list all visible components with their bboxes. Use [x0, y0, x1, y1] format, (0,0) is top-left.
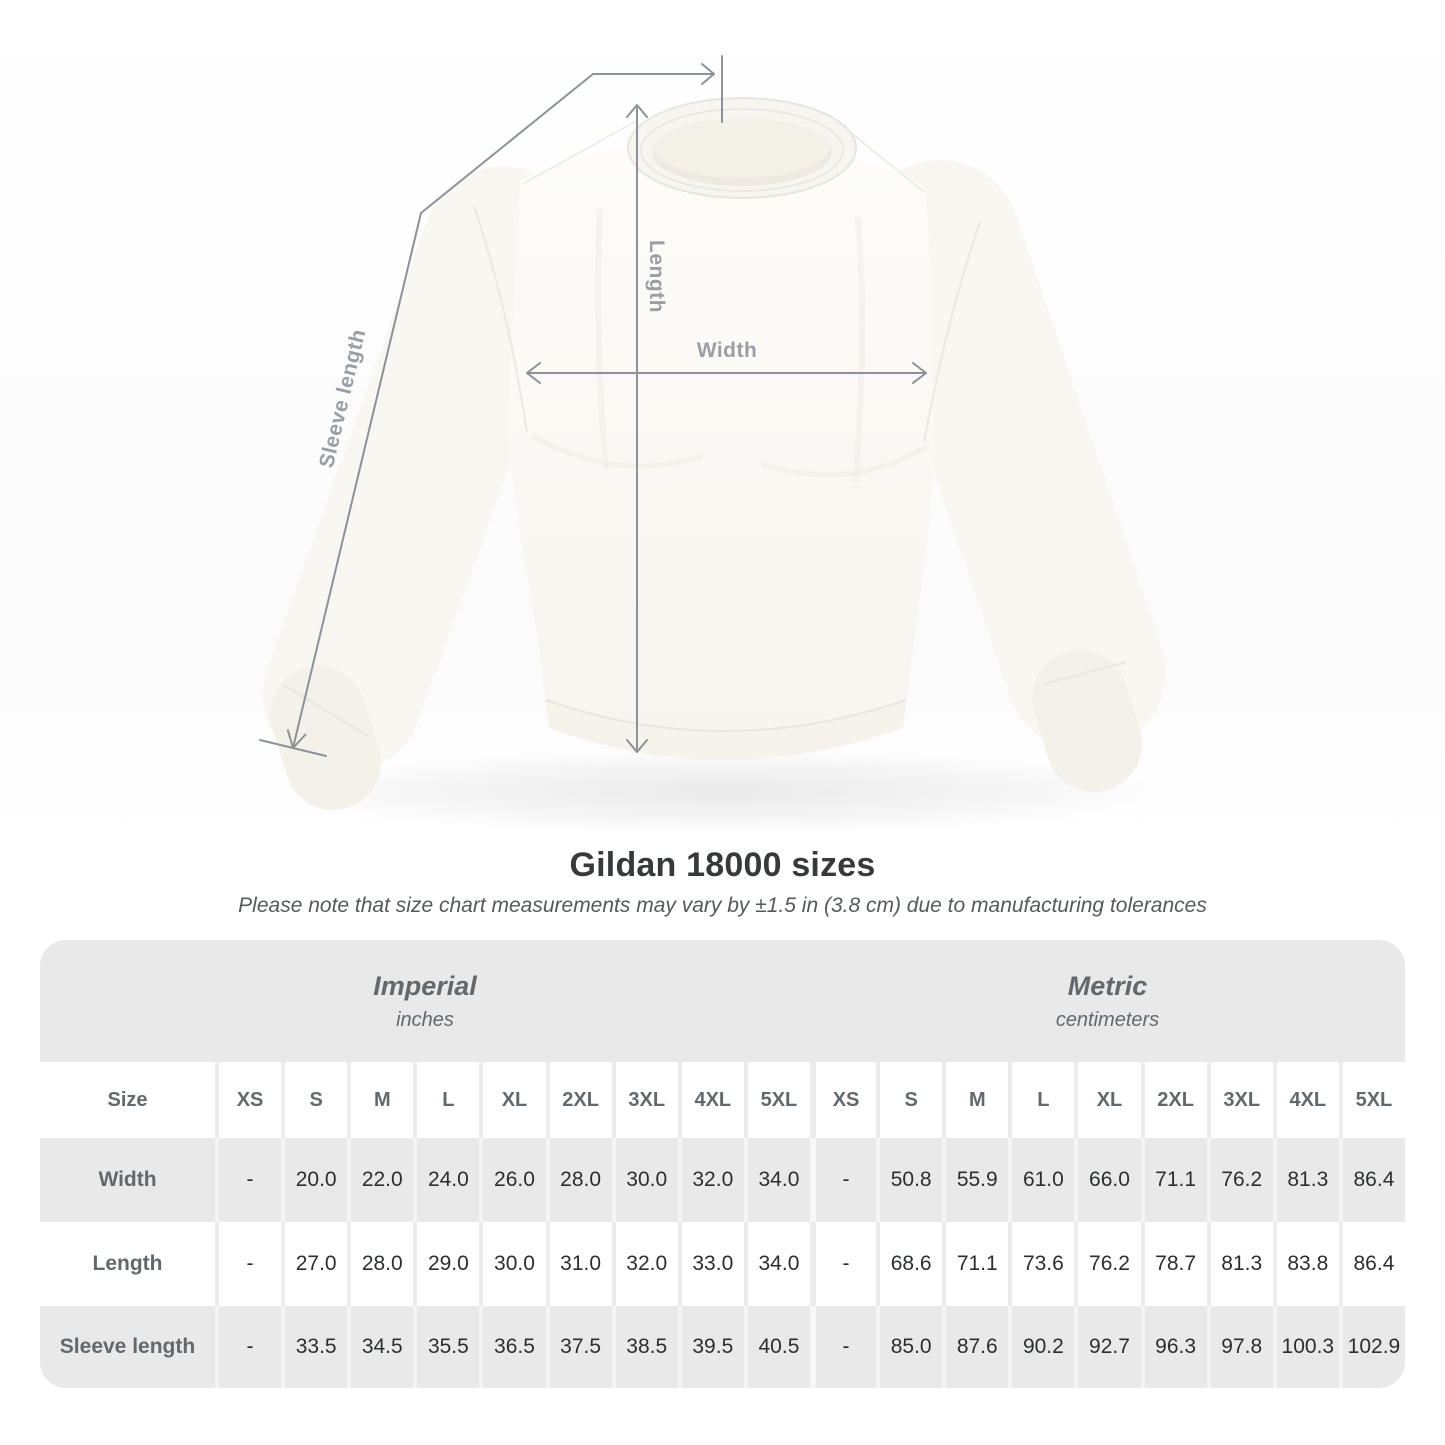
- size-header-cell: [413, 1062, 479, 1138]
- measurement-value-cell: [546, 1222, 612, 1306]
- measurement-value-cell: [876, 1306, 942, 1388]
- size-header-cell-text: 2XL: [562, 1088, 599, 1111]
- measurement-value-cell-text: 76.2: [1221, 1168, 1263, 1191]
- page-subtitle: Please note that size chart measurements may vary by ±1.5 in (3.8 cm) due to manufacturing tolerances: [238, 894, 1207, 917]
- measurement-value-cell: [612, 1138, 678, 1222]
- size-header-cell: [612, 1062, 678, 1138]
- measurement-value-cell: [1207, 1222, 1273, 1306]
- measurement-value-cell-text: 35.5: [427, 1335, 469, 1358]
- measurement-value-cell-text: 71.1: [1155, 1168, 1197, 1191]
- measurement-value-cell-text: 76.2: [1089, 1252, 1130, 1275]
- measurement-value-cell: [281, 1306, 347, 1388]
- size-header-cell-text: 5XL: [760, 1088, 798, 1111]
- size-header-cell: [744, 1062, 810, 1138]
- size-header-cell: [1074, 1062, 1140, 1138]
- measurement-value-cell: [1008, 1222, 1074, 1306]
- size-header-cell: [678, 1062, 744, 1138]
- size-header-cell: [876, 1062, 942, 1138]
- measurement-value-cell-text: 102.9: [1347, 1335, 1401, 1358]
- measurement-value-cell: [1141, 1222, 1207, 1306]
- measurement-value-cell: [678, 1138, 744, 1222]
- measurement-value-cell: [942, 1138, 1008, 1222]
- measurement-value-cell-text: 66.0: [1089, 1168, 1130, 1191]
- measurement-value-cell: [1141, 1138, 1207, 1222]
- size-header-cell-text: 3XL: [1223, 1088, 1261, 1111]
- measurement-value-cell-text: -: [246, 1168, 254, 1191]
- measurement-value-cell: [413, 1138, 479, 1222]
- size-header-cell-text: 3XL: [628, 1088, 666, 1111]
- measurement-value-cell-text: 100.3: [1281, 1335, 1335, 1358]
- measurement-value-cell: [1339, 1222, 1405, 1306]
- measurement-value-cell: [744, 1138, 810, 1222]
- measurement-value-cell-text: 34.0: [758, 1252, 800, 1275]
- garment-shadow: [277, 750, 1167, 834]
- size-header-cell-text: M: [968, 1088, 986, 1111]
- measurement-value-cell: [1207, 1306, 1273, 1388]
- size-header-cell: [1008, 1062, 1074, 1138]
- measurement-value-cell-text: 37.5: [560, 1335, 602, 1358]
- size-header-cell-text: 4XL: [694, 1088, 732, 1111]
- measurement-value-cell: [678, 1222, 744, 1306]
- measurement-value-cell-text: 38.5: [626, 1335, 668, 1358]
- measurement-value-cell-text: 96.3: [1155, 1335, 1197, 1358]
- size-header-cell: [810, 1062, 876, 1138]
- sleeve-length-label: Sleeve length: [314, 326, 371, 471]
- measurement-value-cell-text: 32.0: [626, 1252, 668, 1275]
- measurement-value-cell: [1074, 1138, 1140, 1222]
- imperial-group-unit: inches: [396, 1008, 454, 1031]
- measurement-value-cell-text: 71.1: [956, 1252, 998, 1275]
- measurement-value-cell-text: 73.6: [1022, 1252, 1064, 1275]
- measurement-value-cell-text: 27.0: [295, 1252, 337, 1275]
- measurement-value-cell-text: 40.5: [758, 1335, 800, 1358]
- measurement-value-cell: [1339, 1138, 1405, 1222]
- size-header-cell: [942, 1062, 1008, 1138]
- size-header-cell: [1207, 1062, 1273, 1138]
- measurement-value-cell: [479, 1222, 545, 1306]
- measurement-value-cell-text: 29.0: [427, 1252, 469, 1275]
- measurement-value-cell: [612, 1306, 678, 1388]
- measurement-value-cell-text: 28.0: [361, 1252, 403, 1275]
- measurement-row-label-text: Width: [98, 1168, 157, 1191]
- size-col-header: [40, 1062, 215, 1138]
- measurement-value-cell-text: 78.7: [1155, 1252, 1197, 1275]
- size-header-cell: [1273, 1062, 1339, 1138]
- measurement-value-cell-text: -: [842, 1252, 850, 1275]
- size-header-cell-text: S: [904, 1088, 918, 1111]
- size-header-cell-text: M: [373, 1088, 391, 1111]
- measurement-value-cell: [876, 1222, 942, 1306]
- measurement-value-cell-text: 81.3: [1287, 1168, 1329, 1191]
- measurement-value-cell: [1074, 1306, 1140, 1388]
- measurement-value-cell: [942, 1306, 1008, 1388]
- measurement-value-cell-text: 92.7: [1089, 1335, 1130, 1358]
- measurement-value-cell-text: 33.5: [295, 1335, 337, 1358]
- measurement-value-cell-text: 24.0: [427, 1168, 469, 1191]
- measurement-value-cell-text: 32.0: [692, 1168, 734, 1191]
- size-header-cell: [347, 1062, 413, 1138]
- measurement-value-cell-text: 55.9: [956, 1168, 998, 1191]
- measurement-value-cell: [1273, 1222, 1339, 1306]
- size-header-cell-text: XS: [832, 1088, 860, 1111]
- metric-group-name: Metric: [1067, 970, 1148, 1001]
- measurement-value-cell-text: 68.6: [890, 1252, 932, 1275]
- measurement-value-cell-text: 22.0: [361, 1168, 403, 1191]
- measurement-value-cell: [1008, 1306, 1074, 1388]
- measurement-value-cell: [347, 1138, 413, 1222]
- measurement-value-cell-text: 61.0: [1022, 1168, 1064, 1191]
- measurement-value-cell: [810, 1138, 876, 1222]
- measurement-value-cell: [1207, 1138, 1273, 1222]
- measurement-value-cell: [1008, 1138, 1074, 1222]
- measurement-value-cell: [876, 1138, 942, 1222]
- heading-section: [0, 846, 1445, 918]
- measurement-value-cell-text: 33.0: [692, 1252, 734, 1275]
- measurement-value-cell-text: 34.5: [361, 1335, 403, 1358]
- measurement-value-cell: [546, 1138, 612, 1222]
- size-header-cell: [1141, 1062, 1207, 1138]
- measurement-value-cell-text: 87.6: [956, 1335, 998, 1358]
- measurement-value-cell: [215, 1222, 281, 1306]
- measurement-value-cell: [744, 1306, 810, 1388]
- measurement-value-cell-text: 28.0: [560, 1168, 602, 1191]
- size-table: [40, 940, 1405, 1388]
- size-header-cell-text: L: [1037, 1088, 1050, 1111]
- size-header-cell-text: 4XL: [1289, 1088, 1327, 1111]
- measurement-value-cell-text: -: [842, 1168, 850, 1191]
- measurement-value-cell: [1141, 1306, 1207, 1388]
- measurement-value-cell: [281, 1138, 347, 1222]
- measurement-value-cell: [1273, 1306, 1339, 1388]
- measurement-value-cell-text: 83.8: [1287, 1252, 1329, 1275]
- size-header-cell: [546, 1062, 612, 1138]
- measurement-row-label: [40, 1222, 215, 1306]
- length-label: Length: [645, 240, 668, 313]
- size-header-cell-text: 2XL: [1157, 1088, 1194, 1111]
- measurement-value-cell-text: 97.8: [1221, 1335, 1263, 1358]
- measurement-value-cell: [347, 1222, 413, 1306]
- measurement-value-cell: [479, 1306, 545, 1388]
- measurement-value-cell-text: 34.0: [758, 1168, 800, 1191]
- measurement-value-cell-text: 30.0: [626, 1168, 668, 1191]
- size-table-section: [40, 940, 1405, 1388]
- measurement-value-cell: [215, 1306, 281, 1388]
- measurement-value-cell: [413, 1222, 479, 1306]
- width-label: Width: [696, 339, 758, 362]
- measurement-value-cell: [810, 1222, 876, 1306]
- measurement-value-cell: [479, 1138, 545, 1222]
- measurement-value-cell: [612, 1222, 678, 1306]
- measurement-value-cell: [347, 1306, 413, 1388]
- size-header-cell: [215, 1062, 281, 1138]
- measurement-row-label: [40, 1306, 215, 1388]
- measurement-value-cell: [942, 1222, 1008, 1306]
- imperial-group-header: [40, 940, 810, 1062]
- measurement-value-cell: [810, 1306, 876, 1388]
- size-header-cell-text: 5XL: [1355, 1088, 1393, 1111]
- size-header-cell-text: L: [442, 1088, 455, 1111]
- size-header-cell-text: XL: [501, 1088, 528, 1111]
- measurement-value-cell-text: 86.4: [1353, 1168, 1395, 1191]
- measurement-value-cell-text: 90.2: [1022, 1335, 1064, 1358]
- measurement-value-cell: [215, 1138, 281, 1222]
- measurement-value-cell: [1273, 1138, 1339, 1222]
- size-header-cell: [1339, 1062, 1405, 1138]
- metric-group-header: [810, 940, 1405, 1062]
- measurement-value-cell-text: 86.4: [1353, 1252, 1395, 1275]
- measurement-value-cell: [281, 1222, 347, 1306]
- imperial-group-name: Imperial: [373, 970, 477, 1001]
- measurement-row-label-text: Sleeve length: [59, 1335, 196, 1358]
- size-header-cell-text: XS: [236, 1088, 264, 1111]
- measurement-value-cell-text: 36.5: [494, 1335, 535, 1358]
- size-header-cell-text: XL: [1096, 1088, 1123, 1111]
- size-header-cell: [281, 1062, 347, 1138]
- measurement-value-cell-text: -: [842, 1335, 850, 1358]
- page-title: Gildan 18000 sizes: [569, 846, 876, 884]
- size-header-cell-text: S: [309, 1088, 323, 1111]
- measurement-row-label-text: Length: [92, 1252, 163, 1275]
- measurement-row-label: [40, 1138, 215, 1222]
- measurement-value-cell-text: 26.0: [494, 1168, 535, 1191]
- measurement-value-cell: [1339, 1306, 1405, 1388]
- measurement-value-cell: [1074, 1222, 1140, 1306]
- measurement-value-cell-text: 31.0: [560, 1252, 602, 1275]
- measurement-value-cell-text: 20.0: [295, 1168, 337, 1191]
- measurement-value-cell: [744, 1222, 810, 1306]
- measurement-value-cell-text: 85.0: [890, 1335, 932, 1358]
- measurement-value-cell-text: 81.3: [1221, 1252, 1263, 1275]
- measurement-value-cell: [413, 1306, 479, 1388]
- metric-group-unit: centimeters: [1055, 1008, 1160, 1031]
- measurement-value-cell-text: 39.5: [692, 1335, 734, 1358]
- measurement-value-cell: [678, 1306, 744, 1388]
- measurement-value-cell-text: 50.8: [890, 1168, 932, 1191]
- measurement-value-cell-text: -: [246, 1252, 254, 1275]
- measurement-value-cell-text: -: [246, 1335, 254, 1358]
- size-col-header-text: Size: [107, 1088, 148, 1111]
- measurement-value-cell: [546, 1306, 612, 1388]
- measurement-value-cell-text: 30.0: [494, 1252, 535, 1275]
- size-header-cell: [479, 1062, 545, 1138]
